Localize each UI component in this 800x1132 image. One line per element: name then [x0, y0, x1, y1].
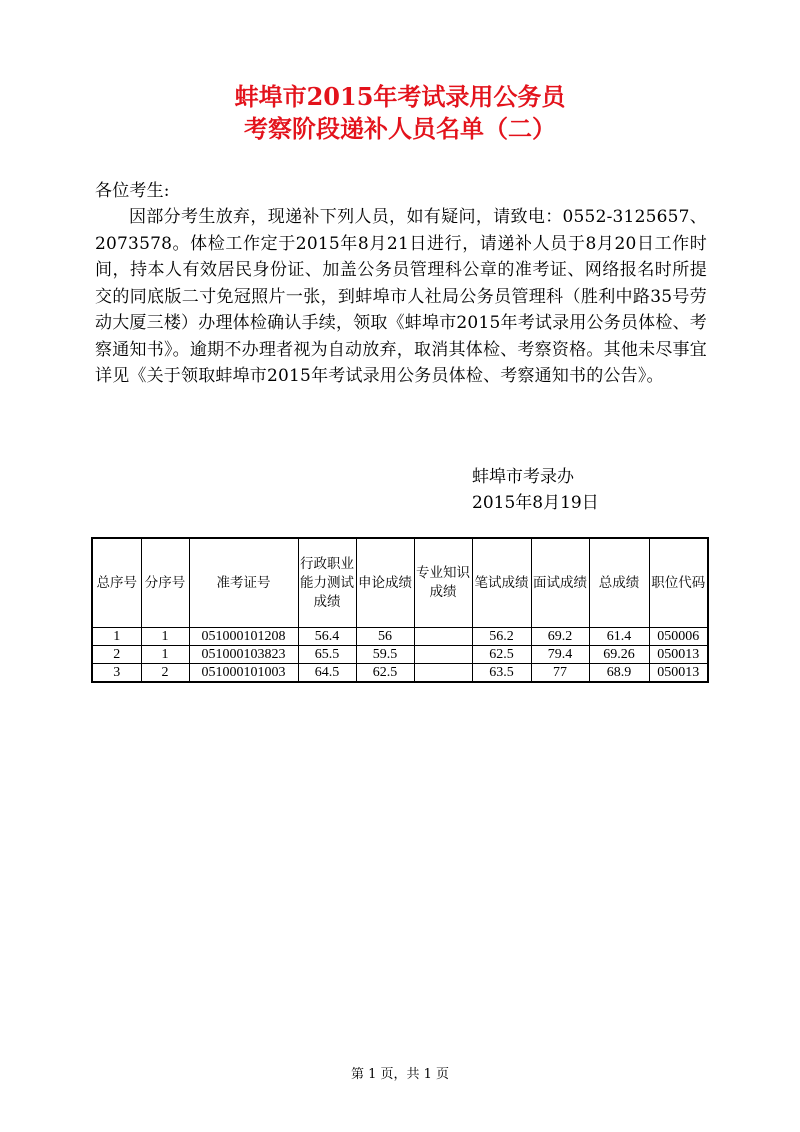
cell-total-score: 68.9 [589, 664, 649, 683]
cell-aptitude-score: 56.4 [298, 628, 356, 646]
table-row [92, 628, 708, 646]
cell-interview-score: 79.4 [531, 646, 589, 664]
header-position-code: 职位代码 [649, 538, 708, 628]
signature-org: 蚌埠市考录办 [472, 467, 574, 487]
cell-interview-score: 77 [531, 664, 589, 683]
cell-essay-score: 56 [356, 628, 414, 646]
cell-exam-id: 051000101003 [189, 664, 298, 683]
cell-essay-score: 59.5 [356, 646, 414, 664]
page-footer: 第 1 页，共 1 页 [350, 1067, 450, 1082]
cell-total-no: 2 [92, 646, 141, 664]
cell-written-score: 62.5 [472, 646, 531, 664]
table-row [92, 646, 708, 664]
notice-paragraph: 因部分考生放弃，现递补下列人员，如有疑问，请致电：0552-3125657、2073578。体检工作定于2015年8月21日进行，请递补人员于8月20日工作时间，持本人有效居民身份证、加盖公务员管理科公章的准考证、网络报名时所提交的同底版二寸免冠照片一张，到蚌埠市人社局公务员管理科（胜利中路35号劳动大厦三楼）办理体检确认手续，领取《蚌埠市2015年考试录用公务员体检、考察通知书》。逾期不办理者视为自动放弃，取消其体检、考察资格。其他未尽事宜详见《关于领取蚌埠市2015年考试录用公务员体检、考察通知书的公告》。 [95, 207, 707, 386]
cell-total-score: 69.26 [589, 646, 649, 664]
cell-total-no: 1 [92, 628, 141, 646]
cell-position-code: 050013 [649, 646, 708, 664]
cell-written-score: 63.5 [472, 664, 531, 683]
title-line-1: 蚌埠市2015年考试录用公务员 [234, 82, 566, 111]
cell-sub-no: 1 [141, 646, 189, 664]
cell-essay-score: 62.5 [356, 664, 414, 683]
header-sub-no: 分序号 [141, 538, 189, 628]
cell-exam-id: 051000103823 [189, 646, 298, 664]
header-total-score: 总成绩 [589, 538, 649, 628]
cell-aptitude-score: 65.5 [298, 646, 356, 664]
header-interview-score: 面试成绩 [531, 538, 589, 628]
title-line-2: 考察阶段递补人员名单（二） [244, 114, 556, 143]
signature-date: 2015年8月19日 [472, 493, 599, 513]
header-essay-score: 申论成绩 [356, 538, 414, 628]
cell-exam-id: 051000101208 [189, 628, 298, 646]
cell-professional-score [414, 664, 472, 683]
cell-professional-score [414, 646, 472, 664]
cell-professional-score [414, 628, 472, 646]
header-written-score: 笔试成绩 [472, 538, 531, 628]
cell-total-score: 61.4 [589, 628, 649, 646]
salutation: 各位考生: [95, 181, 170, 201]
cell-sub-no: 1 [141, 628, 189, 646]
cell-sub-no: 2 [141, 664, 189, 683]
header-total-no: 总序号 [92, 538, 141, 628]
cell-position-code: 050006 [649, 628, 708, 646]
header-aptitude-score: 行政职业能力测试成绩 [298, 538, 356, 628]
header-exam-id: 准考证号 [189, 538, 298, 628]
cell-position-code: 050013 [649, 664, 708, 683]
cell-aptitude-score: 64.5 [298, 664, 356, 683]
cell-interview-score: 69.2 [531, 628, 589, 646]
table-row [92, 664, 708, 683]
header-professional-score: 专业知识成绩 [414, 538, 472, 628]
candidate-table [91, 537, 709, 683]
cell-written-score: 56.2 [472, 628, 531, 646]
table-header-row [92, 538, 708, 628]
cell-total-no: 3 [92, 664, 141, 683]
